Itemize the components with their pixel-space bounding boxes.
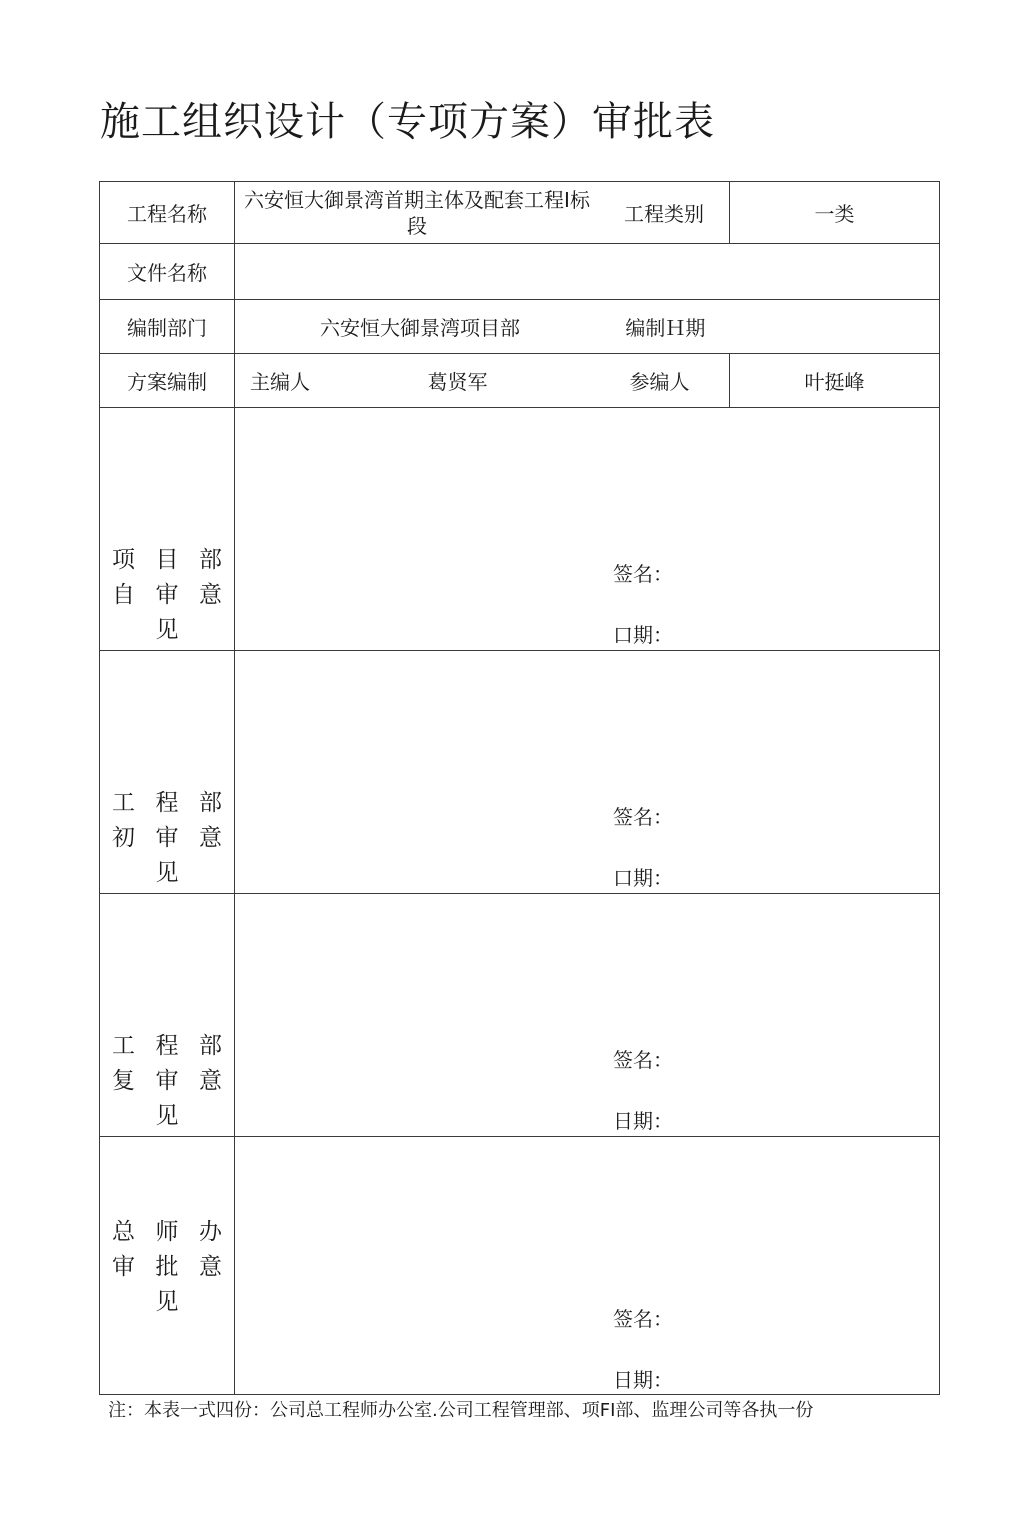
opinion-content-cell (235, 894, 940, 1137)
dept-date-label: 编制Ｈ期 (625, 316, 706, 340)
signature-label: 签名： (613, 1048, 673, 1072)
opinion-content-cell (235, 651, 940, 894)
opinion-label-cell (100, 1137, 235, 1395)
footnote: 注：本表一式四份：公司总工程师办公室.公司工程管理部、项FI部、监理公司等各执一份 (108, 1400, 814, 1421)
dept-cell (235, 300, 940, 354)
opinion-label-cell (100, 894, 235, 1137)
opinion-label: 项 目 部 自 审 意 见 (112, 547, 222, 643)
date-label: 日期： (613, 1109, 673, 1133)
file-name-value (235, 244, 940, 300)
date-label: 日期： (613, 1368, 673, 1392)
opinion-row (100, 1137, 940, 1395)
date-label: 口期： (613, 866, 673, 890)
project-name-label: 工程名称 (100, 182, 235, 244)
dept-row (100, 300, 940, 354)
plan-label: 方案编制 (100, 354, 235, 408)
opinion-label-cell (100, 651, 235, 894)
plan-row (100, 354, 940, 408)
opinion-content-cell (235, 408, 940, 651)
project-name-cell (235, 182, 730, 244)
signature-label: 签名： (613, 562, 673, 586)
date-label: 口期： (613, 623, 673, 647)
page-title: 施工组织设计（专项方案）审批表 (100, 99, 715, 145)
opinion-row (100, 894, 940, 1137)
project-name-value: 六安恒大御景湾首期主体及配套工程I标段 (244, 187, 590, 238)
project-row (100, 182, 940, 244)
file-row (100, 244, 940, 300)
approval-table (99, 181, 940, 1395)
signature-label: 签名： (613, 1307, 673, 1331)
dept-value: 六安恒大御景湾项目部 (320, 316, 520, 340)
opinion-row (100, 408, 940, 651)
project-category-label: 工程类别 (624, 202, 704, 226)
project-category-value: 一类 (730, 182, 940, 244)
opinion-label-cell (100, 408, 235, 651)
file-name-label: 文件名称 (100, 244, 235, 300)
opinion-label: 总 师 办 审 批 意 见 (112, 1219, 222, 1315)
co-editor-value: 叶挺峰 (730, 354, 940, 408)
opinion-label: 工 程 部 初 审 意 见 (112, 790, 222, 886)
opinion-content-cell (235, 1137, 940, 1395)
plan-editors-cell (235, 354, 730, 408)
signature-label: 签名： (613, 805, 673, 829)
co-editor-label: 参编人 (629, 370, 690, 394)
main-editor-value: 葛贤军 (427, 370, 488, 394)
main-editor-label: 主编人 (250, 370, 310, 394)
opinion-row (100, 651, 940, 894)
dept-label: 编制部门 (100, 300, 235, 354)
opinion-label: 工 程 部 复 审 意 见 (112, 1033, 222, 1129)
